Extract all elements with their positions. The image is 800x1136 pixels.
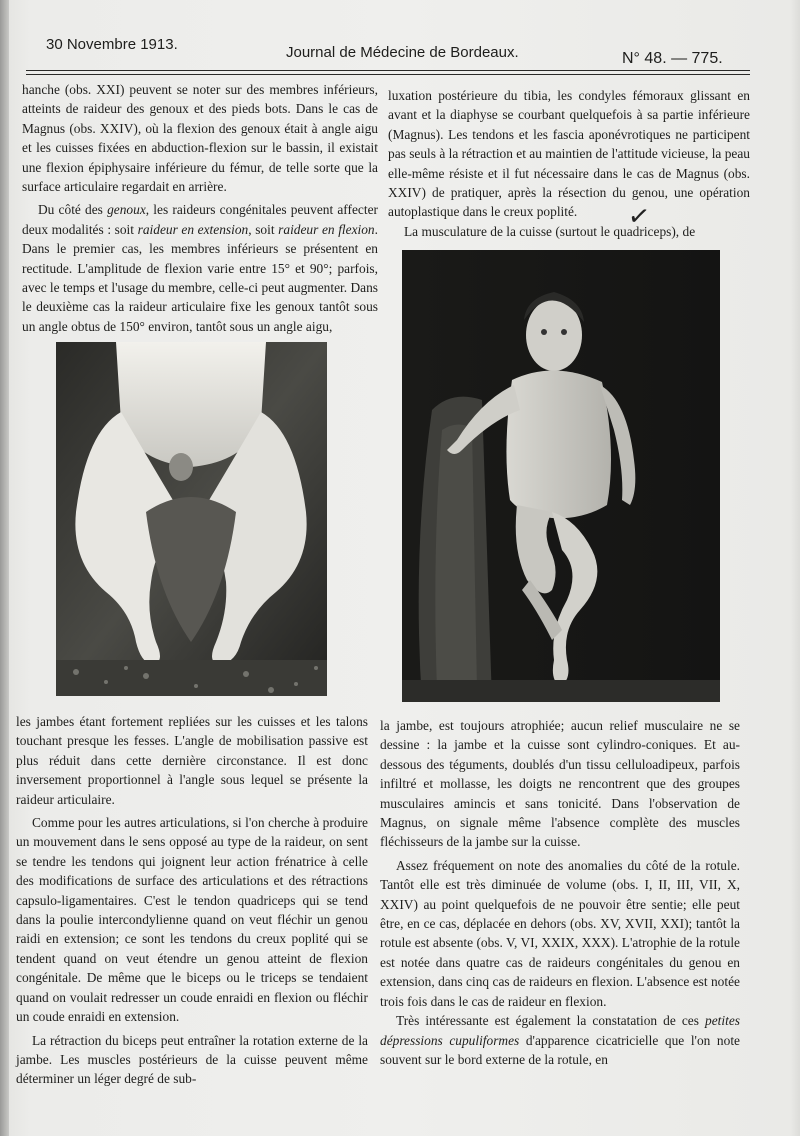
text-run: . Dans le premier cas, les membres inférieurs se présentent en rectitude. L'amplitude de flexion varie entre 15° et 90°; parfois, avec le temps et l'usage du membre, celle-ci peut augmenter. Dans le deuxième cas la raideur articulaire fixe les genoux tantôt sous un angle obtus de 150° environ, tantôt sous un angle aigu, — [22, 221, 378, 334]
header-rule-thick — [26, 70, 750, 71]
italic-term: raideur en extension — [137, 221, 249, 237]
right-column-top — [388, 86, 750, 241]
paragraph: Assez fréquement on note des anomalies du côté de la rotule. Tantôt elle est très diminuée de volume (obs. I, II, III, VII, X, XXIV) au point quelquefois de ne pouvoir être sentie; elle peut être, en ce cas, déplacée en dehors (obs. XV, XVII, XXI); tantôt la rotule est absente (obs. V, VI, XXIX, XXX). L'atrophie de la rotule est notée dans quatre cas de raideurs congénitales du genou en extension, dans cinq cas de raideurs en flexion. L'absence est notée trois fois dans le cas de raideur en flexion. — [380, 857, 740, 1009]
italic-term: petites dépressions cupuliformes — [380, 1013, 740, 1048]
left-column-bottom — [16, 712, 368, 1089]
page-binding-edge — [0, 0, 9, 1136]
italic-term: raideur en flexion — [278, 221, 375, 237]
text-run: Très intéressante est également la constatation de ces — [396, 1013, 706, 1029]
paragraph — [380, 1011, 740, 1069]
paragraph: luxation postérieure du tibia, les condyles fémoraux glissant en avant et la diaphyse se courbant quelquefois à sa partie inférieure (Magnus). Les tendons et les fascia aponévrotiques ne participent pas seuls à la rétraction et au maintien de l'attitude vicieuse, la peau elle-même résiste et il fut nécessaire dans le cas de Magnus (obs. XXIV) de pratiquer, après la résection du genou, une opération autoplastique dans le creux poplité. — [388, 88, 750, 220]
paragraph: La musculature de la cuisse (surtout le quadriceps), de — [404, 223, 696, 239]
paragraph: Comme pour les autres articulations, si l'on cherche à produire un mouvement dans le sens opposé au type de la raideur, on sent se tendre les tendons qui joignent leur action frénatrice à celle des modifications de surface des articulations et des rétractions capsulo-ligamentaires. C'est le tendon quadriceps qui se tend dans la poulie intercondylienne quand on veut fléchir un genou raidi en extension; ce sont les tendons du creux poplité qui se tendent quand on veut étendre un genou atteint de flexion congénitale. De même que le biceps ou le triceps se tendaient quand on voulait redresser un coude enraidi en flexion ou fléchir un coude enraidi en extension. — [16, 815, 368, 1025]
text-run: , soit — [248, 221, 279, 237]
paragraph: hanche (obs. XXI) peuvent se noter sur des membres inférieurs, atteints de raideur des genoux et des pieds bots. Dans le cas de Magnus (obs. XXIV), où la flexion des genoux était à angle aigu et les cuisses fixées en abduction-flexion sur le bassin, il existait une flexion épiphysaire inférieure du fémur, de telle sorte que la surface articulaire regardait en arrière. — [22, 82, 378, 195]
text-run: , les raideurs congénitales peuvent affecter deux modalités : soit — [22, 202, 378, 237]
paragraph: La rétraction du biceps peut entraîner la rotation externe de la jambe. Les muscles postérieurs de la cuisse peuvent même déterminer un léger degré de sub- — [16, 1032, 368, 1087]
photo-child-flexed-legs — [56, 342, 327, 696]
header-journal-title: Journal de Médecine de Bordeaux. — [286, 44, 519, 61]
handwritten-check-mark: ✓ — [626, 200, 652, 234]
page-header — [28, 30, 758, 74]
paragraph: la jambe, est toujours atrophiée; aucun relief musculaire ne se dessine : la jambe et la cuisse sont cylindro-coniques. Et au-dessous des téguments, doublés d'un tissu celluloadipeux, parfois infiltré et mollasse, les doigts ne rencontrent que des groupes musculaires amincis et sans tonicité. Dans l'observation de Magnus, on signale même l'absence complète des muscles fléchisseurs de la jambe sur la cuisse. — [380, 718, 740, 850]
text-run: d'apparence cicatricielle que l'on note souvent sur le bord externe de la rotule, en — [380, 1032, 740, 1067]
header-issue-page-number: N° 48. — 775. — [622, 50, 723, 67]
photo-child-standing — [402, 250, 720, 702]
header-date: 30 Novembre 1913. — [46, 36, 178, 53]
paragraph — [22, 200, 378, 336]
header-rule-thin — [26, 74, 750, 75]
photo-figure-1 — [56, 342, 327, 696]
text-run: Du côté des — [38, 202, 108, 218]
paragraph: les jambes étant fortement repliées sur les cuisses et les talons touchant presque les fesses. L'angle de mobilisation passive est plus réduit dans cette dernière circonstance. Il est donc inversement proportionnel à l'angle sous lequel se présente la raideur articulaire. — [16, 714, 368, 807]
right-column-bottom — [380, 716, 740, 1069]
photo-figure-2 — [402, 250, 720, 702]
italic-term: genoux — [107, 202, 146, 218]
left-column-top — [22, 80, 378, 336]
